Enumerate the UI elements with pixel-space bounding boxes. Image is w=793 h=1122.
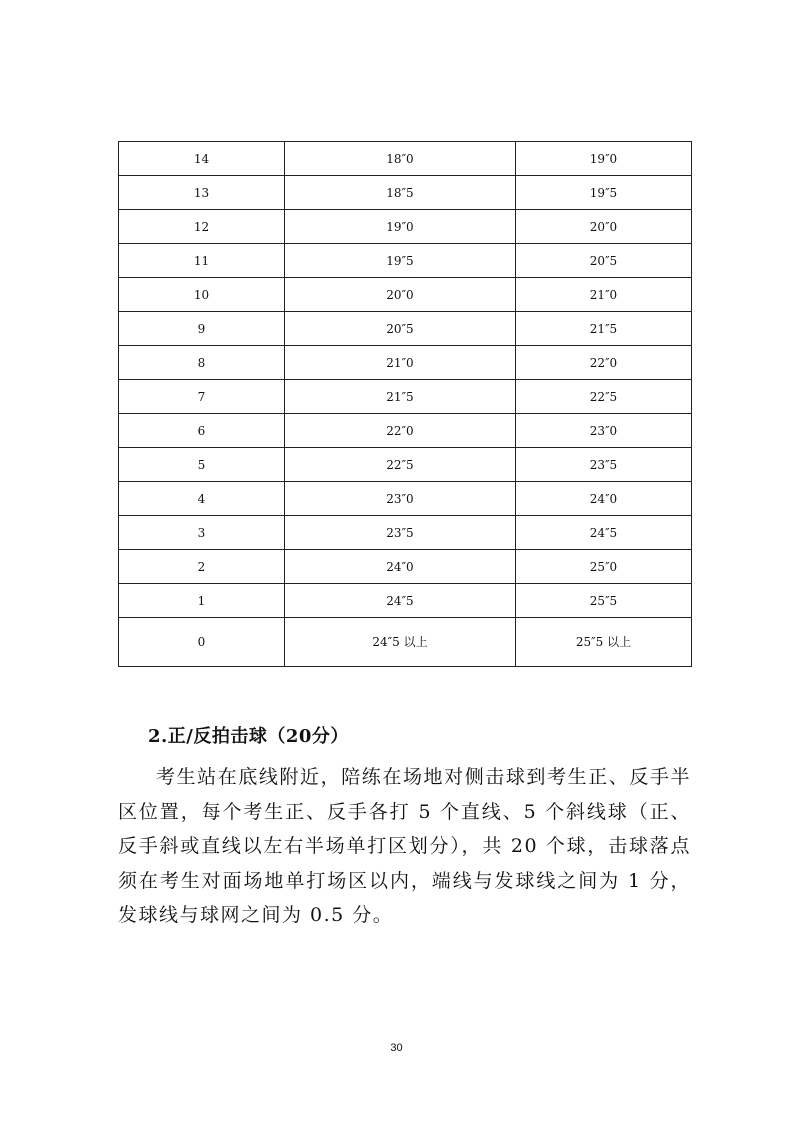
- table-row: [119, 414, 692, 448]
- table-row: [119, 482, 692, 516]
- time-cell-b: 25″5 以上: [516, 618, 692, 667]
- score-cell: 2: [119, 550, 285, 584]
- table-row: [119, 176, 692, 210]
- table-row: [119, 550, 692, 584]
- time-cell-b: 24″5: [516, 516, 692, 550]
- time-cell-a: 24″5 以上: [285, 618, 516, 667]
- time-cell-b: 25″0: [516, 550, 692, 584]
- time-cell-a: 19″5: [285, 244, 516, 278]
- score-table: [118, 141, 692, 667]
- section-heading: 2.正/反拍击球（20分）: [148, 726, 349, 747]
- time-cell-b: 23″0: [516, 414, 692, 448]
- time-cell-b: 20″5: [516, 244, 692, 278]
- time-cell-a: 23″5: [285, 516, 516, 550]
- score-cell: 13: [119, 176, 285, 210]
- time-cell-b: 24″0: [516, 482, 692, 516]
- time-cell-a: 21″0: [285, 346, 516, 380]
- time-cell-b: 19″5: [516, 176, 692, 210]
- time-cell-b: 23″5: [516, 448, 692, 482]
- score-cell: 14: [119, 142, 285, 176]
- table-row: [119, 448, 692, 482]
- table-row: [119, 142, 692, 176]
- table-row: [119, 244, 692, 278]
- time-cell-a: 22″0: [285, 414, 516, 448]
- score-cell: 1: [119, 584, 285, 618]
- time-cell-b: 19″0: [516, 142, 692, 176]
- score-cell: 7: [119, 380, 285, 414]
- table-row: [119, 380, 692, 414]
- time-cell-b: 25″5: [516, 584, 692, 618]
- score-cell: 8: [119, 346, 285, 380]
- time-cell-b: 22″5: [516, 380, 692, 414]
- score-cell: 12: [119, 210, 285, 244]
- score-cell: 11: [119, 244, 285, 278]
- table-row: [119, 210, 692, 244]
- score-cell: 5: [119, 448, 285, 482]
- section-body-paragraph: 考生站在底线附近，陪练在场地对侧击球到考生正、反手半区位置，每个考生正、反手各打 5 个直线、5 个斜线球（正、反手斜或直线以左右半场单打区划分），共 20 个球，击球落点须在考生对面场地单打场区以内，端线与发球线之间为 1 分，发球线与球网之间为 0.5 分。: [118, 766, 691, 926]
- time-cell-a: 24″0: [285, 550, 516, 584]
- time-cell-a: 20″5: [285, 312, 516, 346]
- score-cell: 9: [119, 312, 285, 346]
- time-cell-a: 23″0: [285, 482, 516, 516]
- score-table-body: [119, 142, 692, 667]
- time-cell-b: 22″0: [516, 346, 692, 380]
- time-cell-a: 22″5: [285, 448, 516, 482]
- time-cell-b: 21″0: [516, 278, 692, 312]
- score-cell: 3: [119, 516, 285, 550]
- score-cell: 0: [119, 618, 285, 667]
- time-cell-a: 20″0: [285, 278, 516, 312]
- score-cell: 6: [119, 414, 285, 448]
- time-cell-a: 24″5: [285, 584, 516, 618]
- table-row: [119, 346, 692, 380]
- time-cell-b: 20″0: [516, 210, 692, 244]
- time-cell-b: 21″5: [516, 312, 692, 346]
- time-cell-a: 21″5: [285, 380, 516, 414]
- time-cell-a: 18″5: [285, 176, 516, 210]
- time-cell-a: 19″0: [285, 210, 516, 244]
- table-row: [119, 618, 692, 667]
- score-cell: 4: [119, 482, 285, 516]
- table-row: [119, 516, 692, 550]
- page-number: 30: [390, 1042, 403, 1054]
- time-cell-a: 18″0: [285, 142, 516, 176]
- table-row: [119, 584, 692, 618]
- table-row: [119, 278, 692, 312]
- table-row: [119, 312, 692, 346]
- score-cell: 10: [119, 278, 285, 312]
